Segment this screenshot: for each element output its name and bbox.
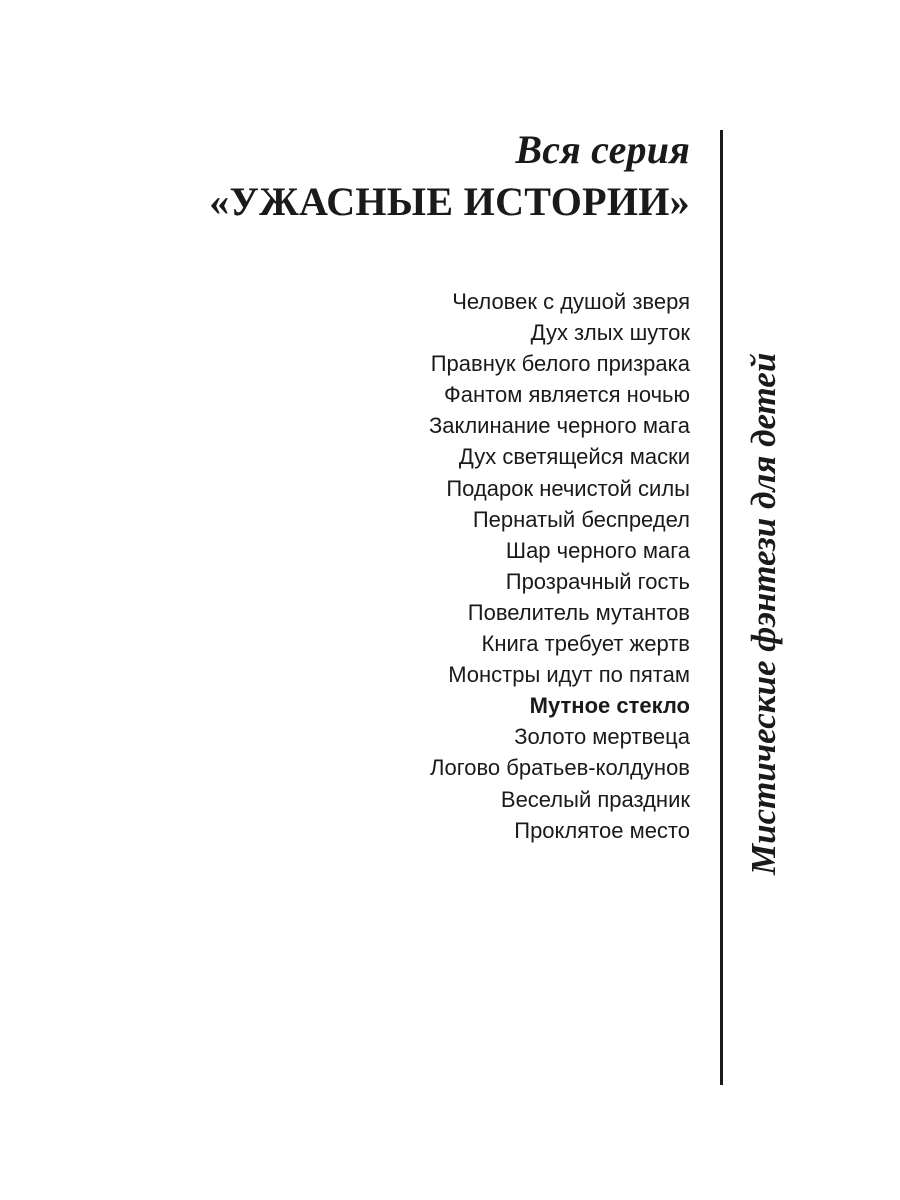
list-item: Логово братьев-колдунов xyxy=(430,755,690,781)
series-titles-list xyxy=(429,286,690,846)
vertical-divider xyxy=(720,130,723,1085)
list-item: Подарок нечистой силы xyxy=(446,475,690,501)
list-item: Монстры идут по пятам xyxy=(448,662,690,688)
list-item: Книга требует жертв xyxy=(481,631,690,657)
list-item: Шар черного мага xyxy=(505,537,690,563)
vertical-series-caption: Мистические фэнтези для детей xyxy=(744,352,783,875)
series-heading xyxy=(209,124,690,228)
list-item: Заклинание черного мага xyxy=(428,413,690,439)
list-item: Веселый праздник xyxy=(500,786,690,812)
list-item: Прозрачный гость xyxy=(505,568,690,594)
series-heading-line1: Вся серия xyxy=(515,127,690,172)
list-item: Дух светящейся маски xyxy=(458,444,690,470)
list-item: Человек с душой зверя xyxy=(452,289,690,314)
list-item: Проклятое место xyxy=(514,817,690,843)
series-heading-title: «УЖАСНЫЕ ИСТОРИИ» xyxy=(209,179,690,224)
list-item: Пернатый беспредел xyxy=(472,506,690,532)
list-item-current: Мутное стекло xyxy=(529,693,690,719)
list-item: Фантом является ночью xyxy=(444,382,690,408)
list-item: Золото мертвеца xyxy=(514,724,690,750)
list-item: Правнук белого призрака xyxy=(430,351,690,377)
list-item: Дух злых шуток xyxy=(530,320,690,346)
list-item: Повелитель мутантов xyxy=(467,599,690,625)
